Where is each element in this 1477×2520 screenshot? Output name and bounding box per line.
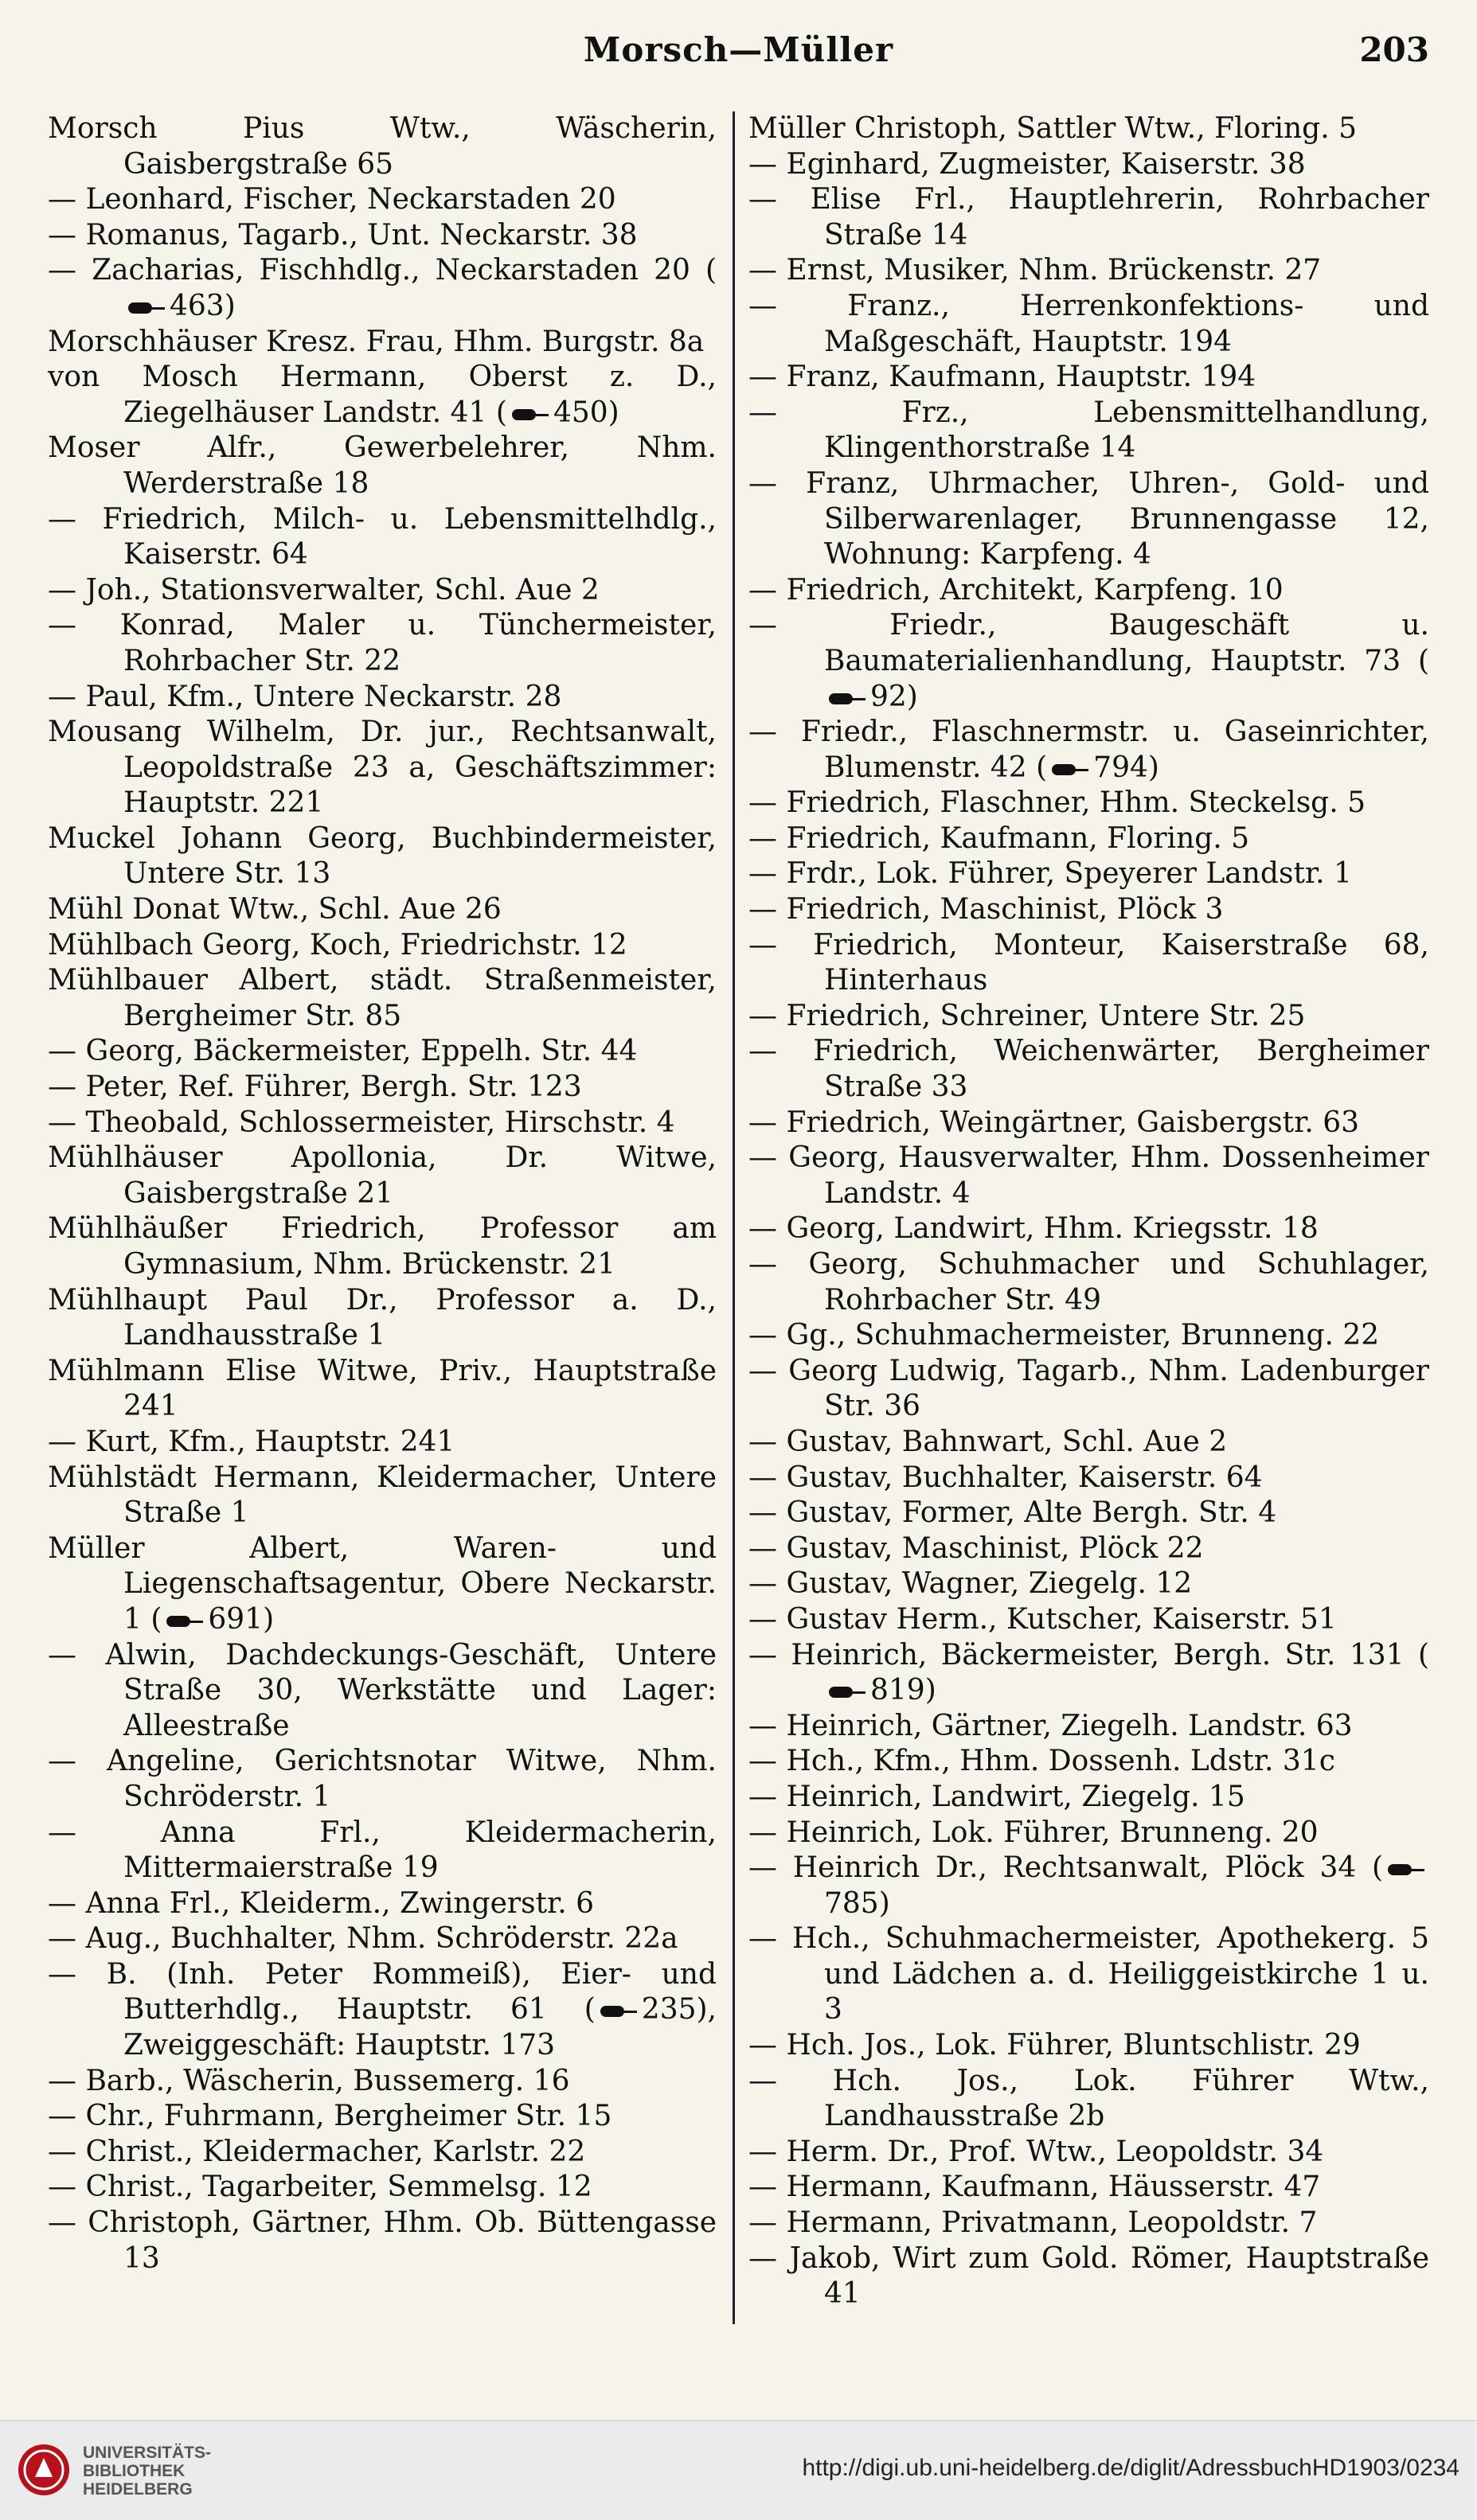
permalink-url[interactable]: http://digi.ub.uni-heidelberg.de/diglit/AdressbuchHD1903/0234 xyxy=(802,2455,1459,2481)
directory-entry: Mühlhaupt Paul Dr., Professor a. D., Landhausstraße 1 xyxy=(48,1283,717,1352)
directory-entry: — Hch. Jos., Lok. Führer, Bluntschlistr. 29 xyxy=(748,2029,1361,2062)
directory-entry: — Theobald, Schlossermeister, Hirschstr. 4 xyxy=(48,1106,675,1139)
directory-entry: — Romanus, Tagarb., Unt. Neckarstr. 38 xyxy=(48,218,638,252)
library-name-line-3: HEIDELBERG xyxy=(83,2480,193,2499)
directory-entry: — Aug., Buchhalter, Nhm. Schröderstr. 22a xyxy=(48,1922,678,1956)
directory-entry: Mousang Wilhelm, Dr. jur., Rechtsanwalt, Leopoldstraße 23 a, Geschäftszimmer: Hauptstr. 221 xyxy=(48,716,717,820)
directory-entry: von Mosch Hermann, Oberst z. D., Ziegelhäuser Landstr. 41 ( 450) xyxy=(48,361,717,429)
directory-entry: — Friedrich, Milch- u. Lebensmittelhdlg., Kaiserstr. 64 xyxy=(48,502,717,571)
directory-entry: — Ernst, Musiker, Nhm. Brückenstr. 27 xyxy=(748,254,1322,287)
telephone-icon xyxy=(1386,1863,1426,1877)
viewer-footer xyxy=(0,2420,1477,2520)
directory-entry: Mühlhäußer Friedrich, Professor am Gymnasium, Nhm. Brückenstr. 21 xyxy=(48,1212,717,1281)
directory-entry: — Georg Ludwig, Tagarb., Nhm. Ladenburger Str. 36 xyxy=(748,1354,1429,1423)
directory-columns xyxy=(48,111,1429,2324)
directory-entry: — Franz., Herrenkonfektions- und Maßgeschäft, Hauptstr. 194 xyxy=(748,289,1429,358)
seal-icon xyxy=(16,2440,72,2499)
directory-entry: Mühlhäuser Apollonia, Dr. Witwe, Gaisbergstraße 21 xyxy=(48,1141,717,1210)
directory-entry: — B. (Inh. Peter Rommeiß), Eier- und Butterhdlg., Hauptstr. 61 ( 235), Zweiggeschäft: Hauptstr. 173 xyxy=(48,1957,717,2062)
directory-entry: Morschhäuser Kresz. Frau, Hhm. Burgstr. 8a xyxy=(48,325,705,358)
directory-entry: — Friedrich, Flaschner, Hhm. Steckelsg. 5 xyxy=(748,786,1366,820)
telephone-icon xyxy=(165,1614,205,1629)
directory-entry: — Elise Frl., Hauptlehrerin, Rohrbacher Straße 14 xyxy=(748,183,1429,252)
directory-entry: Mühlbach Georg, Koch, Friedrichstr. 12 xyxy=(48,928,627,962)
directory-entry: — Alwin, Dachdeckungs-Geschäft, Untere Straße 30, Werkstätte und Lager: Alleestraße xyxy=(48,1638,717,1742)
directory-entry: — Hermann, Privatmann, Leopoldstr. 7 xyxy=(748,2206,1318,2240)
telephone-icon xyxy=(827,692,867,706)
directory-entry: — Hermann, Kaufmann, Häusserstr. 47 xyxy=(748,2171,1321,2204)
library-name xyxy=(83,2444,211,2499)
directory-entry: — Heinrich Dr., Rechtsanwalt, Plöck 34 (785) xyxy=(748,1851,1429,1921)
directory-entry: — Gustav, Buchhalter, Kaiserstr. 64 xyxy=(748,1461,1263,1494)
directory-entry: — Friedr., Flaschnermstr. u. Gaseinrichter, Blumenstr. 42 ( 794) xyxy=(748,716,1429,784)
directory-entry: — Zacharias, Fischhdlg., Neckarstaden 20 (463) xyxy=(48,254,717,322)
directory-entry: — Heinrich, Landwirt, Ziegelg. 15 xyxy=(748,1780,1245,1813)
directory-entry: — Gustav, Wagner, Ziegelg. 12 xyxy=(748,1567,1193,1601)
directory-entry: — Paul, Kfm., Untere Neckarstr. 28 xyxy=(48,680,562,713)
directory-entry: — Anna Frl., Kleidermacherin, Mittermaierstraße 19 xyxy=(48,1816,717,1885)
page-header xyxy=(48,30,1429,78)
directory-entry: Mühlstädt Hermann, Kleidermacher, Untere Straße 1 xyxy=(48,1461,717,1530)
directory-entry: Moser Alfr., Gewerbelehrer, Nhm. Werderstraße 18 xyxy=(48,431,717,500)
directory-entry: Müller Christoph, Sattler Wtw., Floring. 5 xyxy=(748,112,1357,145)
directory-entry: — Gustav, Former, Alte Bergh. Str. 4 xyxy=(748,1496,1277,1530)
directory-entry: — Franz, Kaufmann, Hauptstr. 194 xyxy=(748,361,1256,394)
directory-entry: — Georg, Hausverwalter, Hhm. Dossenheimer Landstr. 4 xyxy=(748,1141,1429,1210)
directory-entry: — Hch. Jos., Lok. Führer Wtw., Landhausstraße 2b xyxy=(748,2064,1429,2133)
directory-entry: — Georg, Bäckermeister, Eppelh. Str. 44 xyxy=(48,1035,638,1068)
directory-entry: — Friedr., Baugeschäft u. Baumaterialienhandlung, Hauptstr. 73 (92) xyxy=(748,609,1429,713)
directory-entry: — Hch., Kfm., Hhm. Dossenh. Ldstr. 31c xyxy=(748,1745,1335,1778)
directory-entry: Morsch Pius Wtw., Wäscherin, Gaisbergstraße 65 xyxy=(48,112,717,181)
directory-entry: — Barb., Wäscherin, Bussemerg. 16 xyxy=(48,2064,570,2097)
directory-entry: — Friedrich, Kaufmann, Floring. 5 xyxy=(748,821,1250,855)
directory-entry: — Friedrich, Monteur, Kaiserstraße 68, Hinterhaus xyxy=(748,928,1429,997)
directory-entry: Mühlbauer Albert, städt. Straßenmeister, Bergheimer Str. 85 xyxy=(48,964,717,1032)
telephone-icon xyxy=(1050,763,1090,777)
telephone-icon xyxy=(599,2004,639,2019)
directory-entry: — Angeline, Gerichtsnotar Witwe, Nhm. Schröderstr. 1 xyxy=(48,1745,717,1813)
directory-entry: — Joh., Stationsverwalter, Schl. Aue 2 xyxy=(48,573,600,607)
directory-entry: — Friedrich, Weingärtner, Gaisbergstr. 63 xyxy=(748,1106,1360,1139)
directory-entry: — Christoph, Gärtner, Hhm. Ob. Büttengasse 13 xyxy=(48,2206,717,2275)
directory-entry: — Christ., Kleidermacher, Karlstr. 22 xyxy=(48,2135,586,2168)
library-name-line-2: BIBLIOTHEK xyxy=(83,2462,186,2480)
directory-entry: — Chr., Fuhrmann, Bergheimer Str. 15 xyxy=(48,2100,612,2133)
directory-entry: — Heinrich, Bäckermeister, Bergh. Str. 131 (819) xyxy=(748,1638,1429,1707)
directory-entry: — Anna Frl., Kleiderm., Zwingerstr. 6 xyxy=(48,1886,595,1920)
column-divider xyxy=(733,111,735,2324)
page-number: 203 xyxy=(1359,30,1429,69)
directory-entry: — Heinrich, Lok. Führer, Brunneng. 20 xyxy=(748,1816,1319,1849)
directory-entry: — Gustav Herm., Kutscher, Kaiserstr. 51 xyxy=(748,1602,1337,1636)
directory-entry: — Christ., Tagarbeiter, Semmelsg. 12 xyxy=(48,2171,592,2204)
right-column xyxy=(748,111,1429,2324)
directory-entry: — Franz, Uhrmacher, Uhren-, Gold- und Silberwarenlager, Brunnengasse 12, Wohnung: Karpfeng. 4 xyxy=(748,466,1429,571)
directory-entry: Mühl Donat Wtw., Schl. Aue 26 xyxy=(48,893,502,926)
directory-entry: — Friedrich, Weichenwärter, Bergheimer Straße 33 xyxy=(748,1035,1429,1104)
telephone-icon xyxy=(510,408,550,422)
directory-entry: — Eginhard, Zugmeister, Kaiserstr. 38 xyxy=(748,147,1306,181)
left-column xyxy=(48,111,717,2324)
directory-entry: — Friedrich, Schreiner, Untere Str. 25 xyxy=(748,999,1306,1032)
directory-entry: — Friedrich, Maschinist, Plöck 3 xyxy=(748,893,1224,926)
telephone-icon xyxy=(827,1685,867,1699)
directory-entry: — Heinrich, Gärtner, Ziegelh. Landstr. 63 xyxy=(748,1709,1353,1742)
directory-entry: — Herm. Dr., Prof. Wtw., Leopoldstr. 34 xyxy=(748,2135,1324,2168)
directory-entry: — Frdr., Lok. Führer, Speyerer Landstr. 1 xyxy=(748,857,1352,891)
running-title: Morsch—Müller xyxy=(583,30,894,69)
directory-entry: Mühlmann Elise Witwe, Priv., Hauptstraße 241 xyxy=(48,1354,717,1423)
directory-entry: — Friedrich, Architekt, Karpfeng. 10 xyxy=(748,573,1284,607)
university-library-logo[interactable] xyxy=(16,2440,72,2499)
directory-entry: — Frz., Lebensmittelhandlung, Klingenthorstraße 14 xyxy=(748,396,1429,465)
directory-entry: — Peter, Ref. Führer, Bergh. Str. 123 xyxy=(48,1071,582,1104)
directory-entry: — Hch., Schuhmachermeister, Apothekerg. 5 und Lädchen a. d. Heiliggeistkirche 1 u. 3 xyxy=(748,1922,1429,2027)
directory-entry: — Georg, Schuhmacher und Schuhlager, Rohrbacher Str. 49 xyxy=(748,1248,1429,1317)
directory-entry: — Leonhard, Fischer, Neckarstaden 20 xyxy=(48,183,616,217)
directory-entry: — Kurt, Kfm., Hauptstr. 241 xyxy=(48,1425,455,1458)
directory-entry: — Jakob, Wirt zum Gold. Römer, Hauptstraße 41 xyxy=(748,2241,1429,2311)
library-name-line-1: UNIVERSITÄTS- xyxy=(83,2444,212,2462)
directory-entry: Müller Albert, Waren- und Liegenschaftsagentur, Obere Neckarstr. 1 ( 691) xyxy=(48,1531,717,1636)
directory-entry: — Gustav, Bahnwart, Schl. Aue 2 xyxy=(748,1425,1228,1458)
directory-entry: — Konrad, Maler u. Tünchermeister, Rohrbacher Str. 22 xyxy=(48,609,717,677)
directory-entry: — Gustav, Maschinist, Plöck 22 xyxy=(748,1531,1204,1565)
telephone-icon xyxy=(127,301,166,315)
directory-entry: — Georg, Landwirt, Hhm. Kriegsstr. 18 xyxy=(748,1212,1319,1246)
directory-entry: — Gg., Schuhmachermeister, Brunneng. 22 xyxy=(748,1319,1380,1352)
directory-entry: Muckel Johann Georg, Buchbindermeister, Untere Str. 13 xyxy=(48,821,717,891)
